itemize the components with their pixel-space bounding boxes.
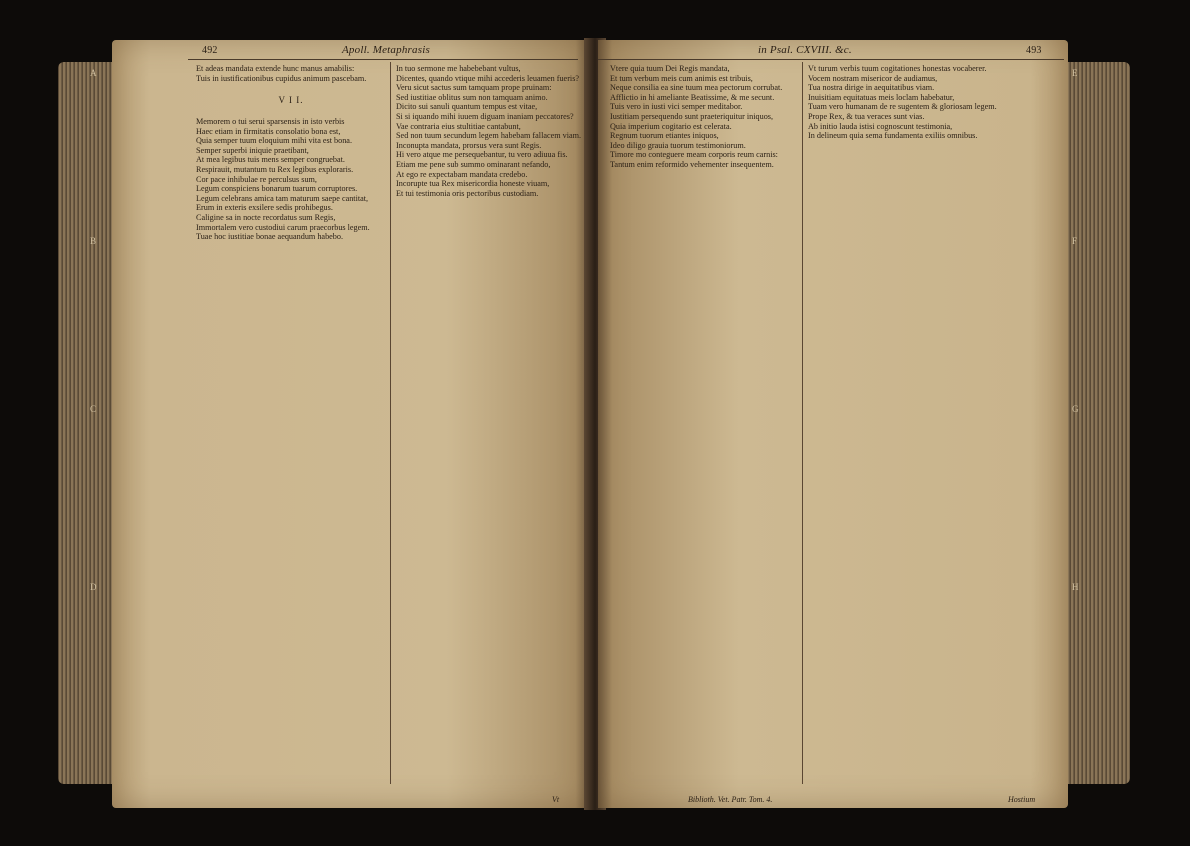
margin-letter-left-b: B [90, 236, 97, 246]
page-edges-right [1066, 62, 1130, 784]
left-col-a-line: Caligine sa in nocte recordatus sum Regis, [196, 212, 336, 222]
right-column-a [610, 64, 800, 788]
left-col-a-line: Haec etiam in firmitatis consolatio bona est, [196, 126, 341, 136]
right-column-b [808, 64, 1048, 788]
right-running-head: in Psal. CXVIII. &c. [758, 44, 852, 56]
left-col-b-line: Etiam me pene sub summo ominarant nefando, [396, 159, 551, 169]
left-col-a-line: Cor pace inhibulae re perculsus sum, [196, 174, 317, 184]
right-col-a-line: Ideo diligo grauia tuorum testimoniorum. [610, 140, 746, 150]
right-page-number-text: 493 [1026, 45, 1042, 56]
left-col-b-line: Sed iustitiae oblitus sum non tamquam animo. [396, 92, 548, 102]
left-col-b-line: Dicito sui sanuli quantum tempus est vitae, [396, 102, 538, 112]
right-catchword: Hostium [1008, 795, 1036, 804]
margin-letter-left-c: C [90, 404, 97, 414]
right-col-b-line: Inuisitiam equitatuas meis loclam habebatur, [808, 92, 955, 102]
right-header-rule [598, 59, 1064, 60]
left-col-a-line: V I I. [278, 95, 304, 105]
right-col-b-line: Prope Rex, & tua veraces sunt vias. [808, 111, 925, 121]
right-col-b-line: Tuam vero humanam de re sugentem & gloriosam legem. [808, 102, 997, 112]
left-col-a-line: Semper superbi iniquie praetibant, [196, 145, 309, 155]
left-col-b-line: Sed non tuum secundum legem habebam fallacem viam. [396, 131, 582, 141]
right-col-b-line: Tua nostra dirige in aequitatibus viam. [808, 83, 935, 93]
margin-letter-right-h: H [1072, 582, 1079, 592]
left-col-b-line: At ego re expectabam mandata credebo. [396, 169, 528, 179]
margin-letter-right-e: E [1072, 68, 1078, 78]
left-col-a-line: Quia semper tuum eloquium mihi vita est bona. [196, 136, 352, 146]
right-col-b-line: Vt turum verbis tuum cogitationes honestas vocaberer. [808, 64, 987, 73]
left-col-b-line: Vae contraria eius stultitiae cantabunt, [396, 121, 521, 131]
right-footer-signature: Biblioth. Vet. Patr. Tom. 4. [688, 795, 773, 804]
left-catchword: Vt [552, 795, 560, 804]
right-col-b-line: Ab initio lauda istisi cognoscunt testimonia, [808, 121, 953, 131]
right-col-a-line: Et tum verbum meis cum animis est tribuis, [610, 73, 753, 83]
left-col-b-line: Si si iquando mihi iuuem diguam inaniam peccatores? [396, 111, 574, 121]
left-col-a-line: Et adeas mandata extende hunc manus amabilis: [196, 64, 355, 73]
right-col-a-line: Vtere quia tuum Dei Regis mandata, [610, 64, 730, 73]
left-col-b-line: Inconupta mandata, prorsus vera sunt Regis. [396, 140, 542, 150]
left-col-a-line: Respirauit, mutantum tu Rex legibus exploraris. [196, 164, 354, 174]
left-page-number [202, 44, 218, 56]
left-col-b-line: Veru sicut sactus sum tamquam prope pruinam: [396, 83, 552, 93]
left-page-number-text: 492 [202, 45, 218, 56]
left-col-b-line: Dicentes, quando vtique mihi accederis leuamen fueris? [396, 73, 580, 83]
page-edges-left [58, 62, 116, 784]
right-column-divider [802, 62, 803, 784]
right-page-number [1026, 44, 1042, 56]
right-col-b-line: In delineum quia sema fundamenta exiliis omnibus. [808, 131, 978, 141]
right-col-a-line: Neque consilia ea sine tuum mea pectorum corrubat. [610, 83, 783, 93]
left-col-a-line: Legum conspiciens bonarum tuarum corruptores. [196, 184, 358, 194]
margin-letter-left-d: D [90, 582, 97, 592]
left-col-a-line: Legum celebrans amica tam maturum saepe cantitat, [196, 193, 369, 203]
left-col-a-line: At mea legibus tuis mens semper congruebat. [196, 155, 345, 165]
right-col-a-line: Regnum tuorum etiantes iniquos, [610, 131, 719, 141]
left-col-a-line [196, 107, 386, 117]
left-col-b-line: Hi vero atque me persequebantur, tu vero adiuua fis. [396, 150, 568, 160]
left-header-rule [188, 59, 578, 60]
right-col-a-line: Timore mo conteguere meam corporis reum carnis: [610, 150, 778, 160]
right-col-a-line: Tantum enim reformido vehementer insequentem. [610, 159, 774, 169]
margin-letter-right-g: G [1072, 404, 1079, 414]
left-column-b [396, 64, 586, 788]
left-col-b-line: In tuo sermone me habebebant vultus, [396, 64, 521, 73]
margin-letter-left-a: A [90, 68, 97, 78]
left-col-a-line [196, 83, 386, 93]
right-col-a-line: Tuis vero in iusti vici semper meditabor. [610, 102, 743, 112]
right-col-b-line: Vocem nostram misericor de audiamus, [808, 73, 938, 83]
left-col-a-line: Tuis in iustificationibus cupidus animum pascebam. [196, 73, 367, 83]
left-col-a-line: Immortalem vero custodiui carum praecorbus legem. [196, 222, 370, 232]
left-col-a-line: Tuae hoc iustitiae bonae aequandum habebo. [196, 232, 344, 242]
left-column-divider [390, 62, 391, 784]
right-page [598, 40, 1068, 808]
right-col-a-line: Afflictio in hi ameliante Beatissime, & me secunt. [610, 92, 775, 102]
left-col-b-line: Incorupte tua Rex misericordia honeste viuam, [396, 179, 550, 189]
left-col-b-line: Et tui testimonia oris pectoribus custodiam. [396, 188, 539, 198]
left-col-a-line: Memorem o tui serui sparsensis in isto verbis [196, 116, 345, 126]
left-running-head: Apoll. Metaphrasis [342, 44, 430, 56]
left-column-a [196, 64, 386, 788]
left-col-a-line: Erum in exteris exsilere sedis prohibegus. [196, 203, 333, 213]
right-col-a-line: Quia imperium cogitario est celerata. [610, 121, 732, 131]
right-col-a-line: Iustitiam persequendo sunt praeteriquitur iniquos, [610, 111, 774, 121]
left-page [112, 40, 590, 808]
margin-letter-right-f: F [1072, 236, 1078, 246]
